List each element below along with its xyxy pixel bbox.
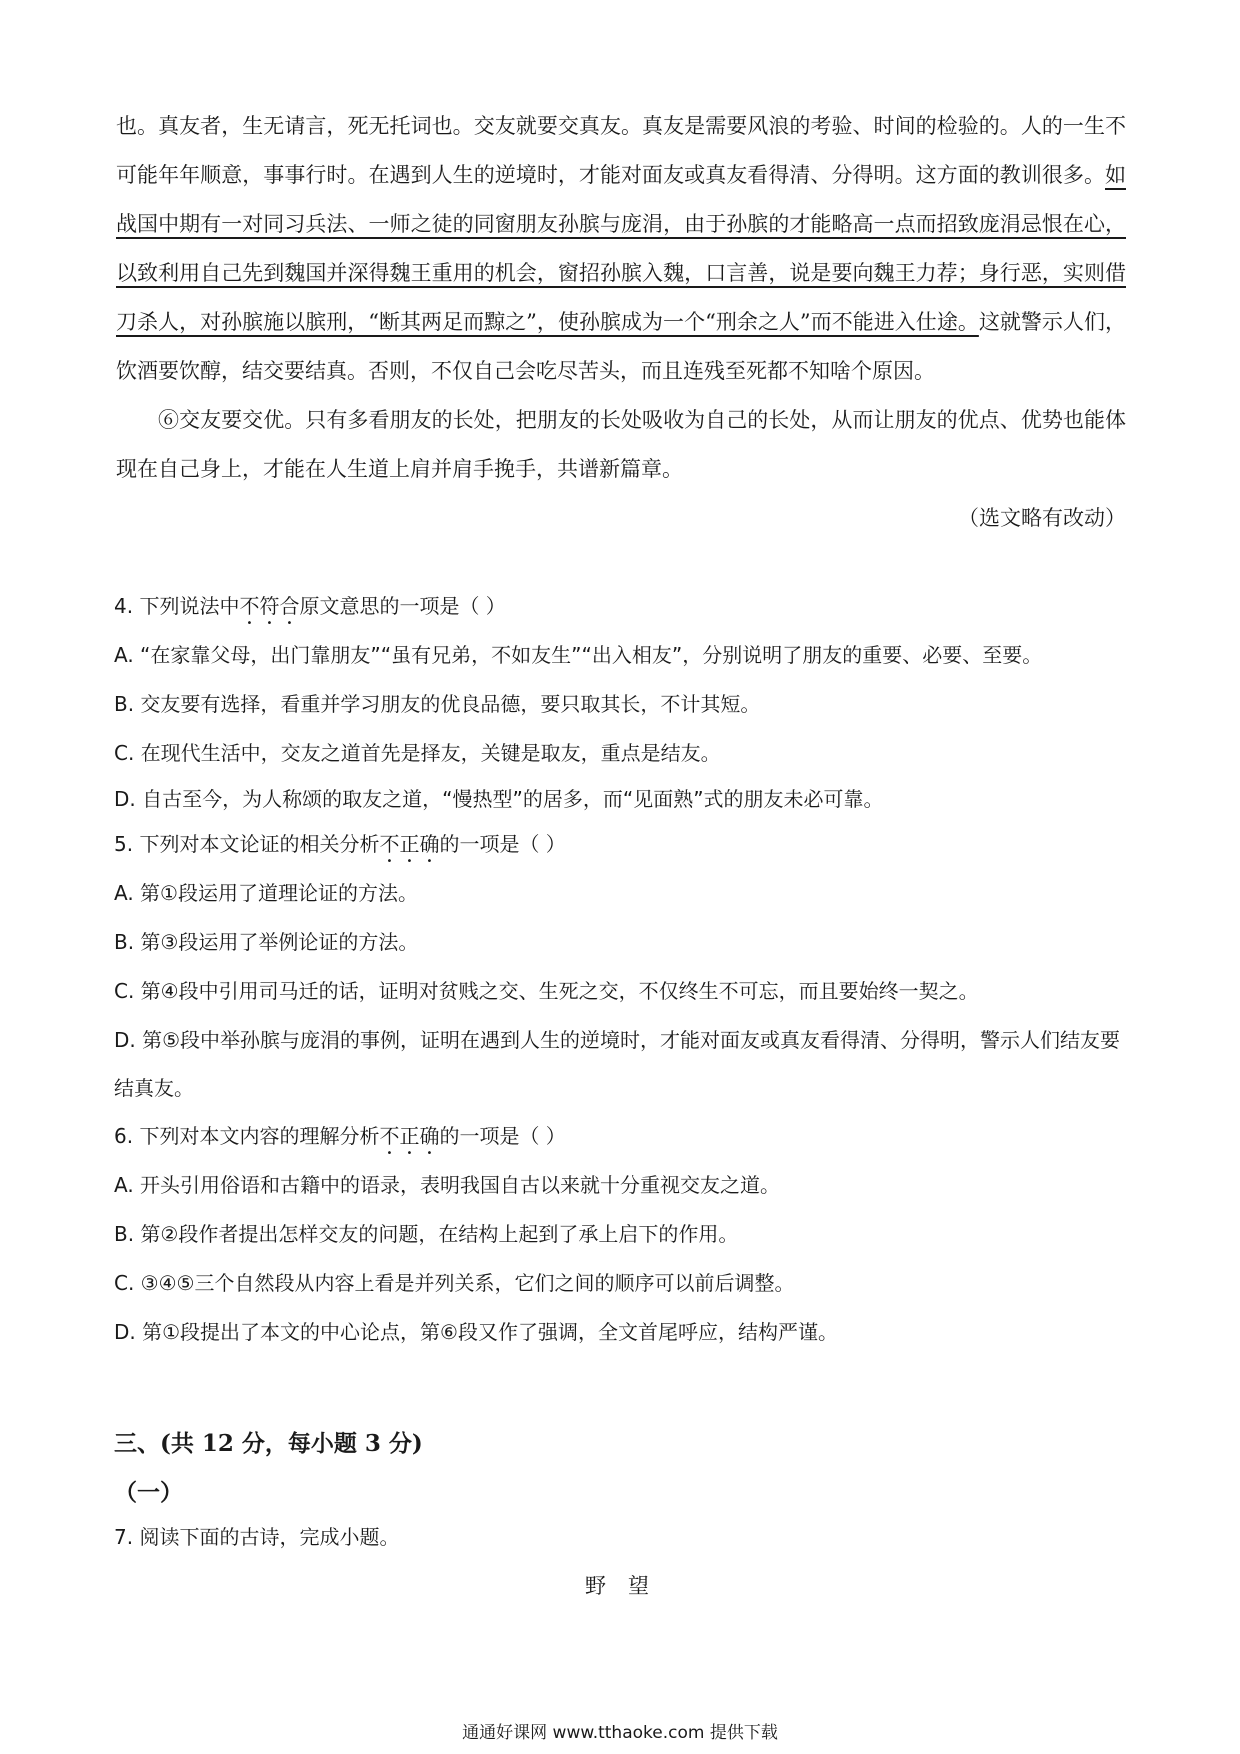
option-6a: A. 开头引用俗语和古籍中的语录，表明我国自古以来就十分重视交友之道。: [114, 1173, 781, 1197]
emphasis-text: 不符合: [239, 594, 300, 618]
reading-passage: [116, 102, 1126, 543]
option-5d: D. 第⑤段中举孙膑与庞涓的事例，证明在遇到人生的逆境时，才能对面友或真友看得清、分得明，警示人们结友要结真友。: [114, 1028, 1121, 1100]
question-5-stem: 5. 下列对本文论证的相关分析不正确的一项是（ ）: [114, 832, 566, 856]
option-4b: B. 交友要有选择，看重并学习朋友的优良品德，要只取其长，不计其短。: [114, 692, 761, 716]
question-list: [114, 582, 1128, 1357]
paragraph-5: 也。真友者，生无请言，死无托词也。交友就要交真友。真友是需要风浪的考验、时间的检验的。人的一生不可能年年顺意，事事行时。在遇到人生的逆境时，才能对面友或真友看得清、分得明。这方面的教训很多。如战国中期有一对同习兵法、一师之徒的同窗朋友孙膑与庞涓，由于孙膑的才能略高一点而招致庞涓忌恨在心，以致利用自己先到魏国并深得魏王重用的机会，窗招孙膑入魏，口言善，说是要向魏王力荐；身行恶，实则借刀杀人，对孙膑施以膑刑，“断其两足而黥之”，使孙膑成为一个“刑余之人”而不能进入仕途。这就警示人们，饮酒要饮醇，结交要结真。否则，不仅自己会吃尽苦头，而且连残至死都不知啥个原因。: [116, 114, 1126, 383]
section-3-heading: 三、(共 12 分，每小题 3 分): [114, 1430, 423, 1457]
option-6d: D. 第①段提出了本文的中心论点，第⑥段又作了强调，全文首尾呼应，结构严谨。: [114, 1320, 838, 1344]
underlined-example: 如战国中期有一对同习兵法、一师之徒的同窗朋友孙膑与庞涓，由于孙膑的才能略高一点而招致庞涓忌恨在心，以致利用自己先到魏国并深得魏王重用的机会，窗招孙膑入魏，口言善，说是要向魏王力荐；身行恶，实则借刀杀人，对孙膑施以膑刑，“断其两足而黥之”，使孙膑成为一个“刑余之人”而不能进入仕途。: [116, 163, 1126, 334]
option-4a: A. “在家靠父母，出门靠朋友”“虽有兄弟，不如友生”“出入相友”，分别说明了朋友的重要、必要、至要。: [114, 643, 1043, 667]
option-4d: D. 自古至今，为人称颂的取友之道，“慢热型”的居多，而“见面熟”式的朋友未必可靠。: [114, 787, 884, 811]
emphasis-text: 不正确: [379, 832, 440, 856]
subsection-heading: （一）: [114, 1479, 183, 1506]
emphasis-text: 不正确: [379, 1124, 440, 1148]
option-5c: C. 第④段中引用司马迁的话，证明对贫贱之交、生死之交，不仅终生不可忘，而且要始终一契之。: [114, 979, 979, 1003]
question-4-stem: 4. 下列说法中不符合原文意思的一项是（ ）: [114, 594, 506, 618]
question-7-stem: 7. 阅读下面的古诗，完成小题。: [114, 1525, 400, 1549]
option-5a: A. 第①段运用了道理论证的方法。: [114, 881, 418, 905]
option-5b: B. 第③段运用了举例论证的方法。: [114, 930, 419, 954]
option-4c: C. 在现代生活中，交友之道首先是择友，关键是取友，重点是结友。: [114, 741, 721, 765]
page-footer: 通通好课网 www.tthaoke.com 提供下载: [462, 1723, 778, 1743]
poem-title: 野望: [585, 1574, 671, 1598]
source-note: （选文略有改动）: [958, 506, 1126, 530]
paragraph-6: ⑥交友要交优。只有多看朋友的长处，把朋友的长处吸收为自己的长处，从而让朋友的优点、优势也能体现在自己身上，才能在人生道上肩并肩手挽手，共谱新篇章。: [116, 408, 1126, 481]
question-6-stem: 6. 下列对本文内容的理解分析不正确的一项是（ ）: [114, 1124, 566, 1148]
option-6b: B. 第②段作者提出怎样交友的问题，在结构上起到了承上启下的作用。: [114, 1222, 739, 1246]
option-6c: C. ③④⑤三个自然段从内容上看是并列关系，它们之间的顺序可以前后调整。: [114, 1271, 795, 1295]
